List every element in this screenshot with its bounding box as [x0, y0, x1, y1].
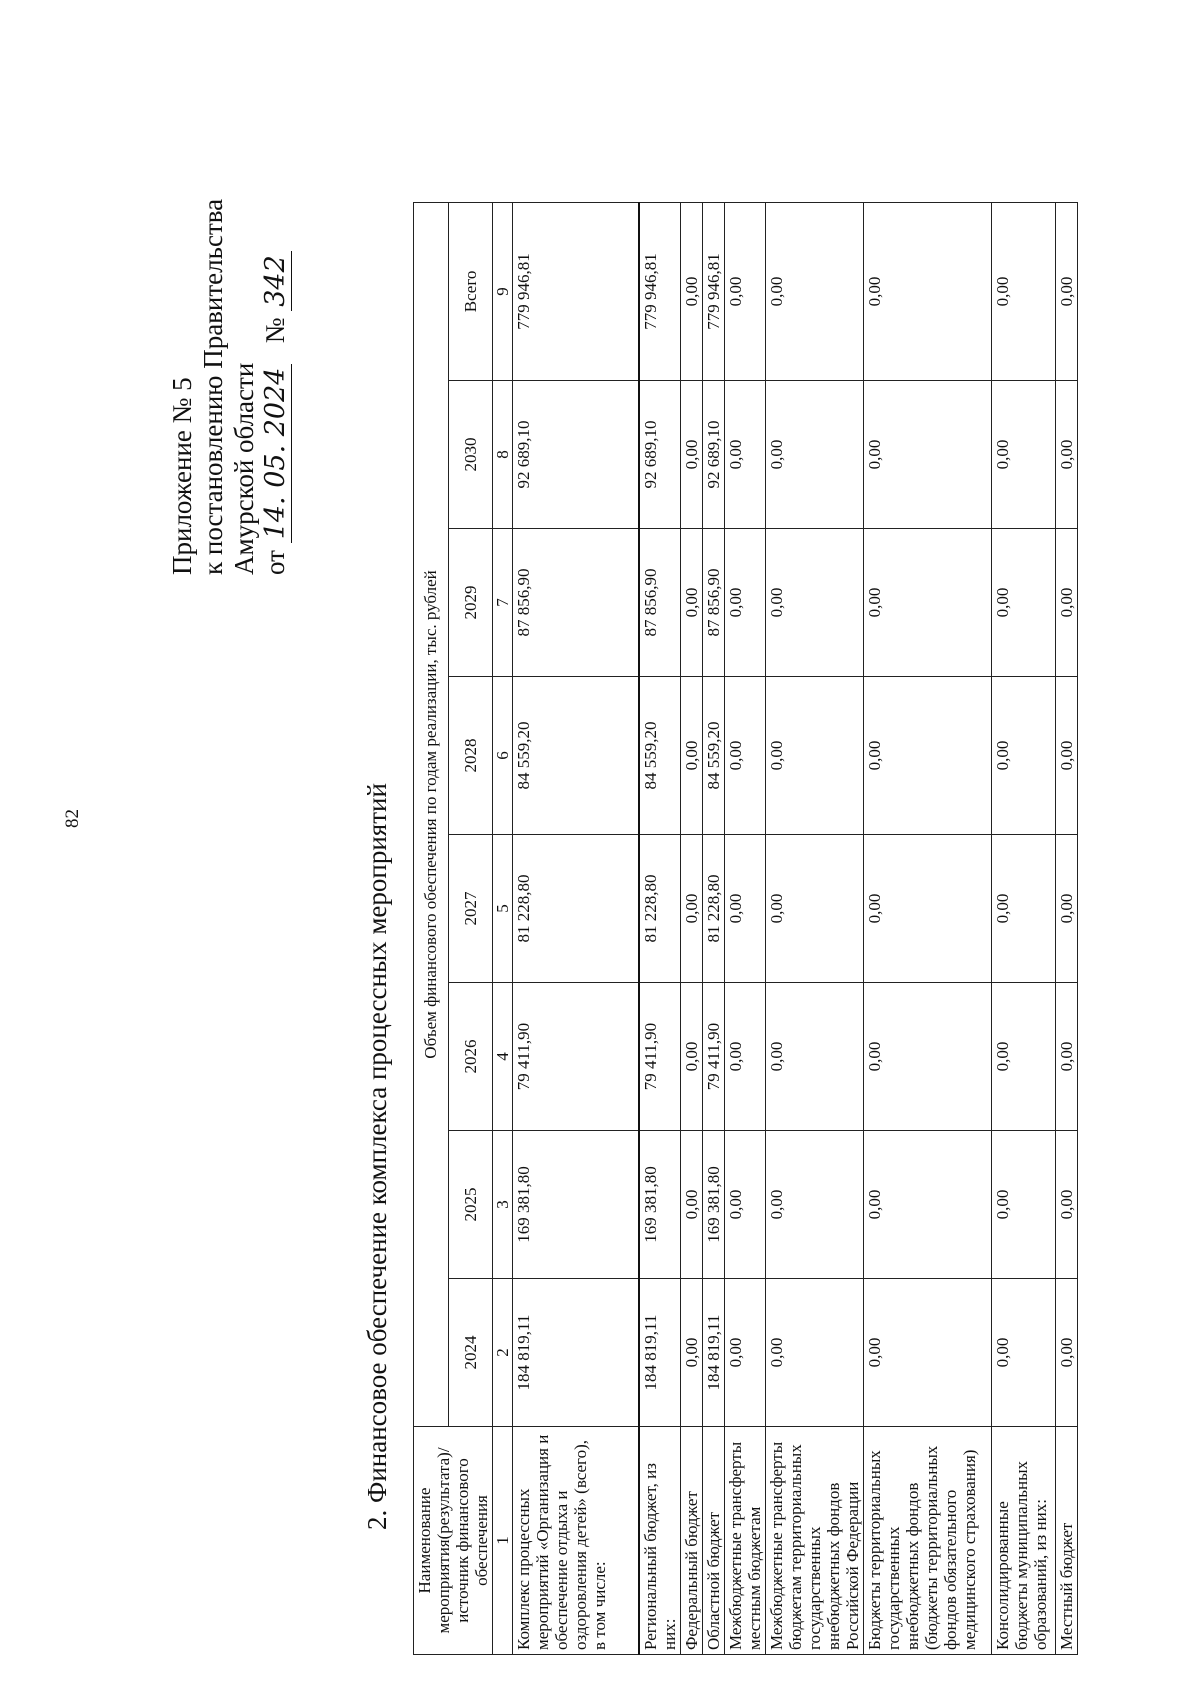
row-value: 0,00: [863, 677, 991, 835]
row-value: 0,00: [724, 381, 765, 529]
header-group: Объем финансового обеспечения по годам реализации, тыс. рублей: [414, 202, 449, 1426]
row-value: 0,00: [991, 677, 1055, 835]
row-value: 84 559,20: [702, 677, 724, 835]
row-value: 0,00: [680, 202, 702, 380]
page-number: 82: [62, 809, 83, 828]
row-value: 0,00: [724, 677, 765, 835]
appendix-region: Амурской области: [229, 362, 259, 575]
header-year: 2027: [448, 835, 492, 983]
row-name: Бюджеты территориальных государственных внебюджетных фондов (бюджеты территориальных фондов обязательного медицинского страхования): [863, 1427, 991, 1655]
number-value: 342: [260, 251, 292, 311]
row-value: 79 411,90: [513, 983, 639, 1131]
row-value: 779 946,81: [702, 202, 724, 380]
table-row: [765, 202, 863, 1654]
row-value: 0,00: [991, 529, 1055, 677]
row-value: 184 819,11: [702, 1279, 724, 1427]
row-name: Местный бюджет: [1055, 1427, 1077, 1655]
table-row: [639, 202, 681, 1654]
row-value: 0,00: [1055, 835, 1077, 983]
row-value: 0,00: [724, 1131, 765, 1279]
row-value: 0,00: [991, 983, 1055, 1131]
row-value: 0,00: [1055, 677, 1077, 835]
column-index: 3: [493, 1131, 513, 1279]
table-row: [1055, 202, 1077, 1654]
row-value: 0,00: [680, 983, 702, 1131]
row-value: 0,00: [863, 835, 991, 983]
row-value: 92 689,10: [702, 381, 724, 529]
row-value: 779 946,81: [513, 202, 639, 380]
row-value: 0,00: [991, 202, 1055, 380]
row-value: 0,00: [765, 202, 863, 380]
date-prefix: от: [260, 550, 290, 575]
row-value: 87 856,90: [513, 529, 639, 677]
row-value: 81 228,80: [639, 835, 681, 983]
row-value: 84 559,20: [639, 677, 681, 835]
row-value: 0,00: [724, 529, 765, 677]
appendix-date-line: [260, 135, 291, 575]
row-value: 169 381,80: [702, 1131, 724, 1279]
column-index: 9: [493, 202, 513, 380]
header-year: 2024: [448, 1279, 492, 1427]
row-name: Региональный бюджет, из них:: [639, 1427, 681, 1655]
row-value: 0,00: [765, 1131, 863, 1279]
row-name: Областной бюджет: [702, 1427, 724, 1655]
row-value: 79 411,90: [639, 983, 681, 1131]
row-value: 0,00: [863, 202, 991, 380]
column-index: 4: [493, 983, 513, 1131]
header-year: 2029: [448, 529, 492, 677]
row-value: 0,00: [1055, 983, 1077, 1131]
header-year: 2028: [448, 677, 492, 835]
section-title: 2. Финансовое обеспечение комплекса процессных мероприятий: [362, 783, 392, 1530]
table-row: [724, 202, 765, 1654]
row-value: 0,00: [765, 529, 863, 677]
rotated-sheet: [117, 115, 1076, 1655]
row-value: 0,00: [724, 983, 765, 1131]
row-value: 0,00: [863, 1279, 991, 1427]
row-value: 0,00: [724, 835, 765, 983]
row-value: 81 228,80: [513, 835, 639, 983]
row-value: 0,00: [863, 983, 991, 1131]
row-value: 79 411,90: [702, 983, 724, 1131]
row-value: 0,00: [724, 202, 765, 380]
row-name: Федеральный бюджет: [680, 1427, 702, 1655]
row-value: 0,00: [1055, 1131, 1077, 1279]
row-value: 0,00: [680, 381, 702, 529]
row-value: 0,00: [765, 381, 863, 529]
row-value: 0,00: [1055, 529, 1077, 677]
row-value: 0,00: [863, 1131, 991, 1279]
date-value: 14. 05. 2024: [260, 364, 292, 544]
row-value: 0,00: [1055, 202, 1077, 380]
row-name: Межбюджетные трансферты местным бюджетам: [724, 1427, 765, 1655]
appendix-title: Приложение № 5: [167, 377, 197, 575]
row-value: 0,00: [991, 1131, 1055, 1279]
row-value: 0,00: [991, 381, 1055, 529]
row-value: 81 228,80: [702, 835, 724, 983]
column-index: 2: [493, 1279, 513, 1427]
header-year: 2025: [448, 1131, 492, 1279]
row-value: 0,00: [680, 529, 702, 677]
column-index: 8: [493, 381, 513, 529]
row-value: 0,00: [680, 835, 702, 983]
row-value: 0,00: [991, 1279, 1055, 1427]
header-year: 2030: [448, 381, 492, 529]
row-value: 84 559,20: [513, 677, 639, 835]
row-name: Консолидированные бюджеты муниципальных образований, из них:: [991, 1427, 1055, 1655]
column-index: 7: [493, 529, 513, 677]
row-value: 0,00: [991, 835, 1055, 983]
row-value: 0,00: [765, 835, 863, 983]
row-value: 0,00: [1055, 1279, 1077, 1427]
table-row: [680, 202, 702, 1654]
table-row: [863, 202, 991, 1654]
number-prefix: №: [260, 317, 290, 344]
row-value: 184 819,11: [639, 1279, 681, 1427]
column-index: 6: [493, 677, 513, 835]
row-value: 0,00: [680, 1131, 702, 1279]
table-row: [991, 202, 1055, 1654]
column-index: 1: [493, 1427, 513, 1655]
row-value: 87 856,90: [639, 529, 681, 677]
table-row: [513, 202, 639, 1654]
financing-table: [413, 202, 1078, 1655]
header-year: 2026: [448, 983, 492, 1131]
row-value: 0,00: [680, 677, 702, 835]
row-value: 92 689,10: [513, 381, 639, 529]
column-index: 5: [493, 835, 513, 983]
row-value: 0,00: [680, 1279, 702, 1427]
row-value: 92 689,10: [639, 381, 681, 529]
row-value: 0,00: [863, 529, 991, 677]
row-value: 184 819,11: [513, 1279, 639, 1427]
row-name: Межбюджетные трансферты бюджетам территориальных государственных внебюджетных фондов Российской Федерации: [765, 1427, 863, 1655]
row-value: 0,00: [765, 983, 863, 1131]
row-value: 87 856,90: [702, 529, 724, 677]
row-value: 0,00: [765, 1279, 863, 1427]
row-value: 779 946,81: [639, 202, 681, 380]
row-value: 0,00: [1055, 381, 1077, 529]
header-year: Всего: [448, 202, 492, 380]
row-value: 0,00: [863, 381, 991, 529]
appendix-block: [167, 135, 291, 575]
row-value: 169 381,80: [513, 1131, 639, 1279]
row-name: Комплекс процессных мероприятий «Организация и обеспечение отдыха и оздоровления детей» (всего), в том числе:: [513, 1427, 639, 1655]
appendix-resolution: к постановлению Правительства: [198, 198, 228, 575]
row-value: 169 381,80: [639, 1131, 681, 1279]
row-value: 0,00: [765, 677, 863, 835]
header-name: Наименование мероприятия(результата)/источник финансового обеспечения: [414, 1427, 493, 1655]
row-value: 0,00: [724, 1279, 765, 1427]
table-row: [702, 202, 724, 1654]
